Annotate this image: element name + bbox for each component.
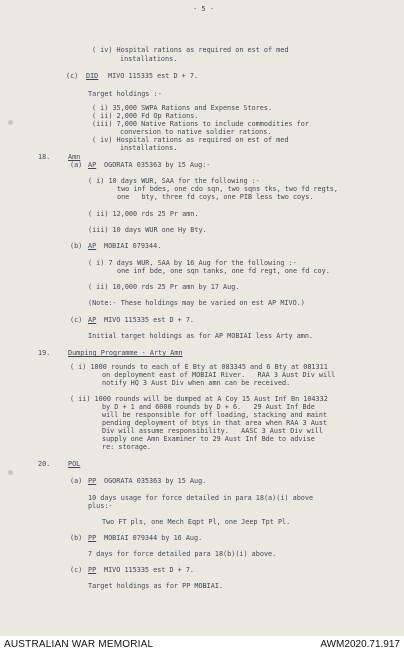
- text-line: installations.: [120, 144, 178, 152]
- text-line: plus:-: [88, 502, 113, 510]
- text-line: MOBIAI 079344 by 16 Aug.: [104, 534, 203, 542]
- text-line: MOBIAI 079344.: [104, 242, 162, 250]
- text-line: ( ii) 12,000 rds 25 Pr amn.: [88, 210, 199, 218]
- text-line: two inf bdes, one cdo sqn, two sqns tks, two fd regts,: [117, 185, 338, 193]
- subpara-ref: DID: [86, 72, 99, 80]
- text-line: re: storage.: [102, 443, 152, 451]
- footer-source: AUSTRALIAN WAR MEMORIAL: [4, 639, 154, 650]
- text-line: Target holdings as for PP MOBIAI.: [88, 582, 224, 590]
- text-line: ( i) 10 days WUR, SAA for the following :-: [88, 177, 260, 185]
- text-line: notify HQ 3 Aust Div when amn can be received.: [102, 379, 291, 387]
- subpara-label: (c): [70, 566, 83, 574]
- text-line: ( iv) Hospital rations as required on est of med: [92, 136, 289, 144]
- subpara-ref: PP: [88, 534, 97, 542]
- text-line: 7 days for force detailed para 18(b)(i) above.: [88, 550, 277, 558]
- subpara-ref: AP: [88, 242, 97, 250]
- text-line: conversion to native soldier rations.: [120, 128, 272, 136]
- para-title: POL: [68, 460, 81, 468]
- text-line: OGORATA 035363 by 15 Aug.: [104, 477, 207, 485]
- subpara-label: (b): [70, 534, 83, 542]
- text-line: MIVO 115335 est D + 7.: [108, 72, 199, 80]
- text-line: Div will assume responsibility. AASC 3 Aust Div will: [102, 427, 323, 435]
- text-line: one inf bde, one sqn tanks, one fd regt, one fd coy.: [117, 267, 330, 275]
- text-line: ( i) 7 days WUR, SAA by 16 Aug for the following :-: [88, 259, 297, 267]
- text-line: supply one Amn Examiner to 29 Aust Inf Bde to advise: [102, 435, 315, 443]
- subpara-label: (b): [70, 242, 83, 250]
- text-line: Target holdings :-: [88, 90, 162, 98]
- text-line: will be responsible for off loading, stacking and maint: [102, 411, 328, 419]
- para-title: Dumping Programme - Arty Amn: [68, 349, 183, 357]
- text-line: pending deployment of btys in that area when RAA 3 Aust: [102, 419, 328, 427]
- subpara-label: (c): [70, 316, 83, 324]
- text-line: one bty, three fd coys, one PIB less two coys.: [117, 193, 314, 201]
- text-line: Initial target holdings as for AP MOBIAI less Arty amn.: [88, 332, 314, 340]
- subpara-label: (c): [66, 72, 79, 80]
- subpara-ref: PP: [88, 477, 97, 485]
- text-line: OGORATA 035363 by 15 Aug:-: [104, 161, 211, 169]
- subpara-ref: PP: [88, 566, 97, 574]
- text-line: installations.: [120, 55, 178, 63]
- para-title: Amn: [68, 153, 81, 161]
- text-line: MIVO 115335 est D + 7.: [104, 316, 195, 324]
- para-number: 19.: [38, 349, 51, 357]
- text-line: MIVO 115335 est D + 7.: [104, 566, 195, 574]
- text-line: ( ii) 2,000 Fd Op Rations.: [92, 112, 199, 120]
- text-line: Two FT pls, one Mech Eqpt Pl, one Jeep Tpt Pl.: [102, 518, 291, 526]
- footer-bar: [0, 636, 404, 653]
- text-line: (iii) 10 days WUR one Hy Bty.: [88, 226, 207, 234]
- page-number: - 5 -: [193, 5, 215, 13]
- text-line: ( iv) Hospital rations as required on est of med: [92, 46, 289, 54]
- para-number: 18.: [38, 153, 51, 161]
- para-number: 20.: [38, 460, 51, 468]
- text-line: ( ii) 10,000 rds 25 Pr amn by 17 Aug.: [88, 283, 240, 291]
- subpara-ref: AP: [88, 316, 97, 324]
- text-line: by D + 1 and 6000 rounds by D + 6. 29 Aust Inf Bde: [102, 403, 315, 411]
- footer-catalog-id: AWM2020.71.917: [320, 639, 400, 650]
- punch-hole: [8, 470, 13, 475]
- text-line: 10 days usage for force detailed in para 18(a)(i) above: [88, 494, 314, 502]
- subpara-label: (a): [70, 161, 83, 169]
- text-line: ( ii) 1000 rounds will be dumped at A Coy 15 Aust Inf Bn 104332: [70, 395, 328, 403]
- text-line: ( i) 1000 rounds to each of E Bty at 083345 and 6 Bty at 081311: [70, 363, 328, 371]
- text-line: (iii) 7,000 Native Rations to include commodities for: [92, 120, 309, 128]
- subpara-label: (a): [70, 477, 83, 485]
- text-line: on deployment east of MOBIAI River. RAA 3 Aust Div will: [102, 371, 336, 379]
- subpara-ref: AP: [88, 161, 97, 169]
- punch-hole: [8, 120, 13, 125]
- text-line: ( i) 35,000 SWPA Rations and Expense Stores.: [92, 104, 273, 112]
- text-line: (Note:- These holdings may be varied on est AP MIVO.): [88, 299, 305, 307]
